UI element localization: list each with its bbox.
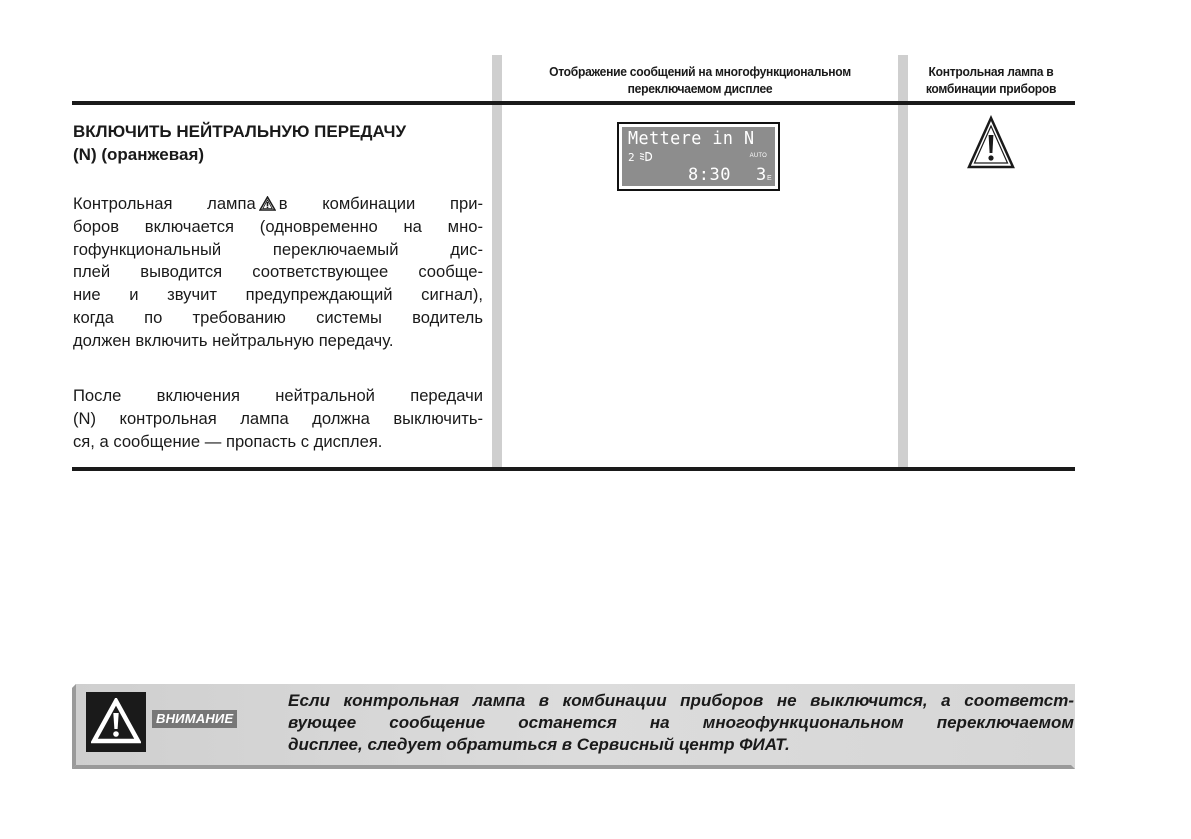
headlight-icon xyxy=(639,151,653,162)
attention-note xyxy=(72,684,1075,769)
warning-triangle-icon xyxy=(259,196,276,211)
display-screen xyxy=(622,127,775,186)
table-bottom-rule xyxy=(72,467,1075,471)
display-gear: 3 xyxy=(756,165,767,185)
header-lamp-column: Контрольная лампа в комбинации приборов xyxy=(925,64,1057,96)
column-separator-display xyxy=(492,55,502,467)
paragraph-line: боров включается (одновременно на мно- xyxy=(73,216,483,236)
description-paragraph xyxy=(73,193,483,353)
paragraph-line: ся, а сообщение — пропасть с дисплея. xyxy=(73,431,383,451)
paragraph-line: ние и звучит предупреждающий сигнал), xyxy=(73,285,483,305)
display-time: 8:30 xyxy=(688,165,731,185)
section-title-line1: ВКЛЮЧИТЬ НЕЙТРАЛЬНУЮ ПЕРЕДАЧУ xyxy=(73,122,407,141)
paragraph-line: плей выводится соответствующее сообще- xyxy=(73,262,483,282)
multifunction-display xyxy=(617,122,780,191)
section-title-line2: (N) (оранжевая) xyxy=(73,145,205,164)
paragraph-line: гофункциональный переключаемый дис- xyxy=(73,239,483,259)
display-gear-mode: E xyxy=(767,175,772,182)
paragraph-line xyxy=(73,193,483,216)
warning-triangle-icon xyxy=(967,115,1015,170)
attention-text-line: Если контрольная лампа в комбинации приборов не выключится, а соответст- xyxy=(288,691,1074,710)
paragraph-line: (N) контрольная лампа должна выключить- xyxy=(73,408,483,428)
display-headlight-level: 2 xyxy=(628,151,635,164)
paragraph-line: После включения нейтральной передачи xyxy=(73,386,483,405)
attention-text xyxy=(288,690,1074,756)
header-display-column: Отображение сообщений на многофункциональном переключаемом дисплее xyxy=(549,64,851,96)
after-neutral-paragraph xyxy=(73,385,483,453)
attention-label: ВНИМАНИЕ xyxy=(152,710,237,728)
paragraph-line: должен включить нейтральную передачу. xyxy=(73,330,394,350)
section-title xyxy=(73,120,483,166)
attention-text-line: вующее сообщение останется на многофункциональном переключаемом xyxy=(288,713,1074,732)
display-message: Mettere in N xyxy=(628,128,755,149)
table-top-rule xyxy=(72,101,1075,105)
attention-text-line: дисплее, следует обратиться в Сервисный центр ФИАТ. xyxy=(288,735,790,754)
column-separator-lamp xyxy=(898,55,908,467)
paragraph-text: Контрольная лампа xyxy=(73,194,256,213)
paragraph-line: когда по требованию системы водитель xyxy=(73,307,483,327)
warning-triangle-icon xyxy=(91,698,141,744)
display-auto-label: AUTO xyxy=(749,153,767,159)
attention-icon-box xyxy=(86,692,146,752)
paragraph-text: в комбинации при- xyxy=(278,194,483,213)
